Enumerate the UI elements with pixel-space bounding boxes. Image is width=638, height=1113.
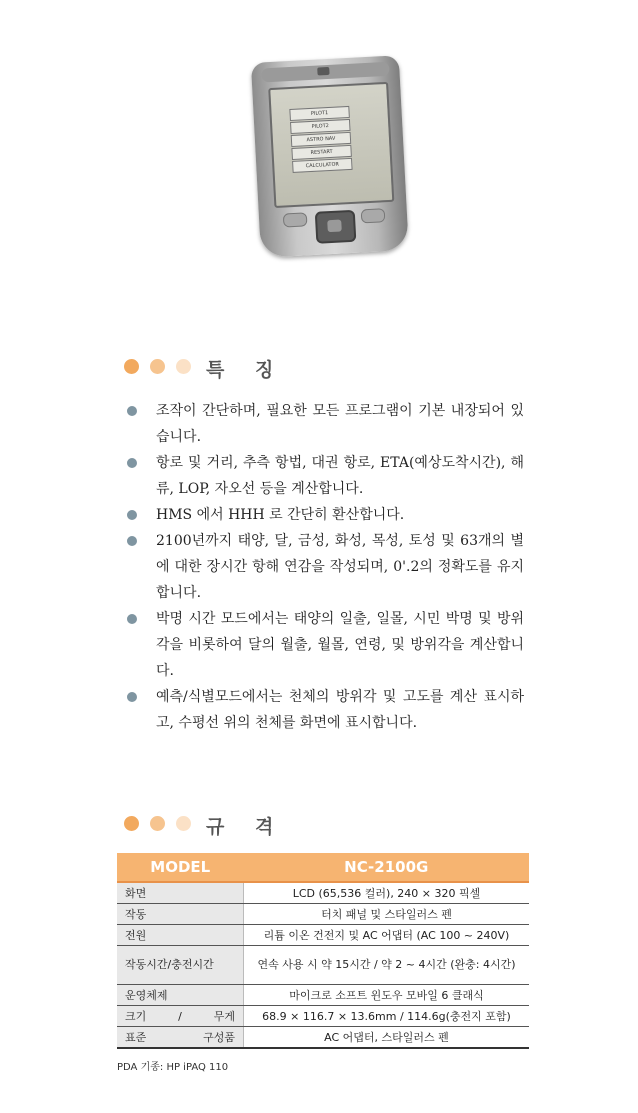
pda-menu-item: ASTRO NAV [291,132,352,147]
hp-logo-icon [317,67,329,76]
feature-item: 항로 및 거리, 추측 항법, 대권 항로, ETA(예상도착시간), 해류, LOP, 자오선 등을 계산합니다. [124,450,524,502]
spec-header-row [117,853,529,882]
features-title: 특 징 [206,359,286,381]
dot-icon [176,359,191,374]
spec-label: 운영체제 [117,985,244,1006]
pda-body [251,55,409,257]
table-row [117,904,529,925]
table-row [117,1006,529,1027]
model-note: PDA 기종: HP iPAQ 110 [117,1062,229,1073]
table-row [117,985,529,1006]
spec-table [117,853,529,1049]
spec-value: 마이크로 소프트 윈도우 모바일 6 클래식 [244,985,530,1006]
pda-menu-item: PILOT2 [290,119,351,134]
specs-title: 규 격 [206,816,286,838]
pda-menu-item: CALCULATOR [292,158,353,173]
pda-dpad [315,210,357,244]
pda-screen [268,82,394,208]
spec-header-value: NC-2100G [244,853,530,882]
spec-header-label: MODEL [117,853,244,882]
spec-value: 연속 사용 시 약 15시간 / 약 2 ~ 4시간 (완충: 4시간) [244,946,530,985]
dot-icon [124,816,139,831]
spec-value: LCD (65,536 컬러), 240 × 320 픽셀 [244,882,530,904]
pda-menu-item: PILOT1 [289,106,350,121]
spec-value: 터치 패널 및 스타일러스 펜 [244,904,530,925]
dot-icon [150,816,165,831]
pda-device-image [251,55,409,262]
feature-item: 조작이 간단하며, 필요한 모든 프로그램이 기본 내장되어 있습니다. [124,398,524,450]
pda-right-button [361,208,386,223]
spec-value: 리튬 이온 건전지 및 AC 어댑터 (AC 100 ~ 240V) [244,925,530,946]
feature-item: 예측/식별모드에서는 천체의 방위각 및 고도를 계산 표시하고, 수평선 위의 천체를 화면에 표시합니다. [124,684,524,736]
spec-label: 화면 [117,882,244,904]
feature-item: HMS 에서 HHH 로 간단히 환산합니다. [124,502,524,528]
pda-menu-item: RESTART [291,145,352,160]
spec-value: AC 어댑터, 스타일러스 펜 [244,1027,530,1049]
spec-label: 크기 / 무게 [117,1006,244,1027]
spec-label: 작동시간/충전시간 [117,946,244,985]
dot-icon [176,816,191,831]
spec-label: 전원 [117,925,244,946]
table-row [117,1027,529,1049]
table-row [117,946,529,985]
dot-icon [124,359,139,374]
table-row [117,882,529,904]
table-row [117,925,529,946]
pda-left-button [283,212,308,227]
spec-label: 작동 [117,904,244,925]
dot-icon [150,359,165,374]
feature-item: 2100년까지 태양, 달, 금성, 화성, 목성, 토성 및 63개의 별에 대한 장시간 항해 연감을 작성되며, 0'.2의 정확도를 유지합니다. [124,528,524,606]
spec-value: 68.9 × 116.7 × 13.6mm / 114.6g(충전지 포함) [244,1006,530,1027]
features-list [124,398,524,736]
feature-item: 박명 시간 모드에서는 태양의 일출, 일몰, 시민 박명 및 방위각을 비롯하여 달의 월출, 월몰, 연령, 및 방위각을 계산합니다. [124,606,524,684]
spec-label: 표준 구성품 [117,1027,244,1049]
